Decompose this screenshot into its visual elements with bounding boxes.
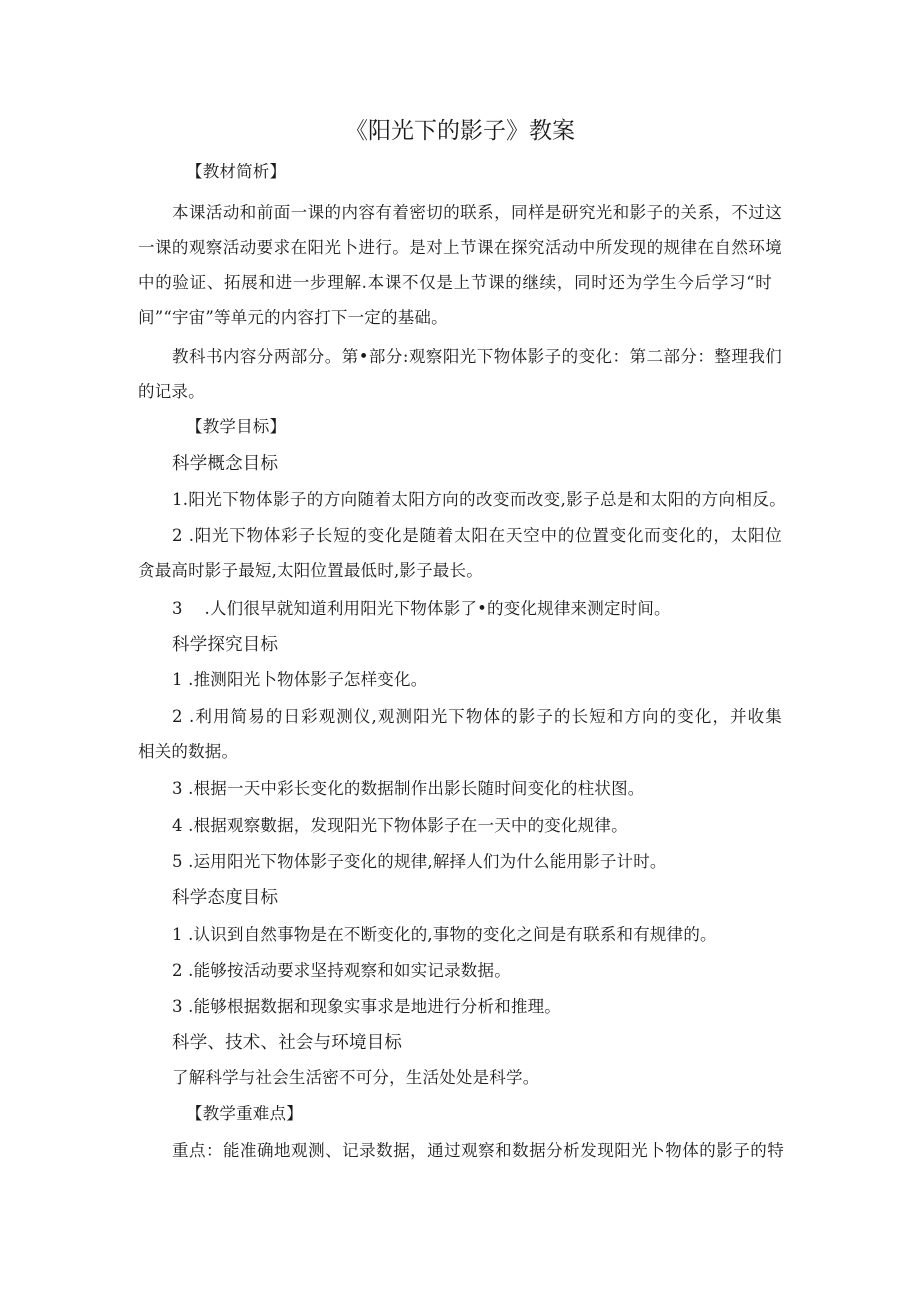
paragraph-line: 中的验证、拓展和进一步理解.本课不仅是上节课的继续，同时还为学生今后学习“时 <box>138 273 772 292</box>
paragraph-line: 的记录。 <box>138 382 205 401</box>
paragraph-line: 重点：能准确地观测、记录数据，通过观察和数据分析发现阳光卜物体的影子的特 <box>172 1141 784 1160</box>
section-label-key: 【教学重难点】 <box>186 1104 303 1123</box>
paragraph-line: 本课活动和前面一课的内容有着密切的联系，同样是研究光和影子的关系，不过这 <box>172 203 782 222</box>
list-item: 1 .认识到自然事物是在不断变化的,事物的变化之间是有联系和有规律的。 <box>172 925 717 944</box>
list-item: 3 .能够根据数据和现象实事求是地进行分析和推理。 <box>172 997 561 1016</box>
heading-concept: 科学概念目标 <box>172 454 279 474</box>
paragraph-line: 了解科学与社会生活密不可分，生活处处是科学。 <box>172 1068 540 1087</box>
list-item: 3 .人们很早就知道利用阳光下物体影了•的变化规律来测定时间。 <box>172 599 671 618</box>
paragraph-line: 一课的观察活动要求在阳光卜进行。是对上节课在探究活动中所发现的规律在自然环境 <box>138 238 782 257</box>
list-item: 相关的数据。 <box>138 742 239 761</box>
heading-inquiry: 科学探究目标 <box>172 635 279 655</box>
document-title: 《阳光下的影子》教案 <box>345 118 575 144</box>
list-item: 1.阳光下物体影子的方向随着太阳方向的改变而改变,影子总是和太阳的方向相反。 <box>172 490 786 509</box>
section-label-goals: 【教学目标】 <box>186 417 287 436</box>
list-item: 2 .能够按活动要求坚持观察和如实记录数据。 <box>172 961 511 980</box>
paragraph-line: 间”“宇宙”等单元的内容打下一定的基础。 <box>138 308 448 327</box>
list-item: 2 .阳光下物体彩子长短的变化是随着太阳在天空中的位置变化而变化的，太阳位 <box>172 526 782 545</box>
section-label-analysis: 【教材简析】 <box>186 162 287 181</box>
list-item: 5 .运用阳光下物体影子变化的规律,解择人们为什么能用影子计时。 <box>172 852 667 871</box>
list-item: 3 .根据一天中彩长变化的数据制作出影长随时间变化的柱状图。 <box>172 779 645 798</box>
list-item: 4 .根据观察數据，发现阳光下物体影子在一天中的变化规律。 <box>172 816 628 835</box>
list-item: 1 .推测阳光卜物体影子怎样变化。 <box>172 670 428 689</box>
heading-sts: 科学、技术、社会与环境目标 <box>172 1033 403 1053</box>
list-item: 贪最高时影子最短,太阳位置最低时,影子最长。 <box>138 561 483 580</box>
list-item: 2 .利用简易的日彩观测仪,观测阳光下物体的影子的长短和方向的变化，并收集 <box>172 707 782 726</box>
paragraph-line: 教科书内容分两部分。第•部分:观察阳光下物体影子的变化：第二部分：整理我们 <box>172 347 782 366</box>
heading-attitude: 科学态度目标 <box>172 888 279 908</box>
